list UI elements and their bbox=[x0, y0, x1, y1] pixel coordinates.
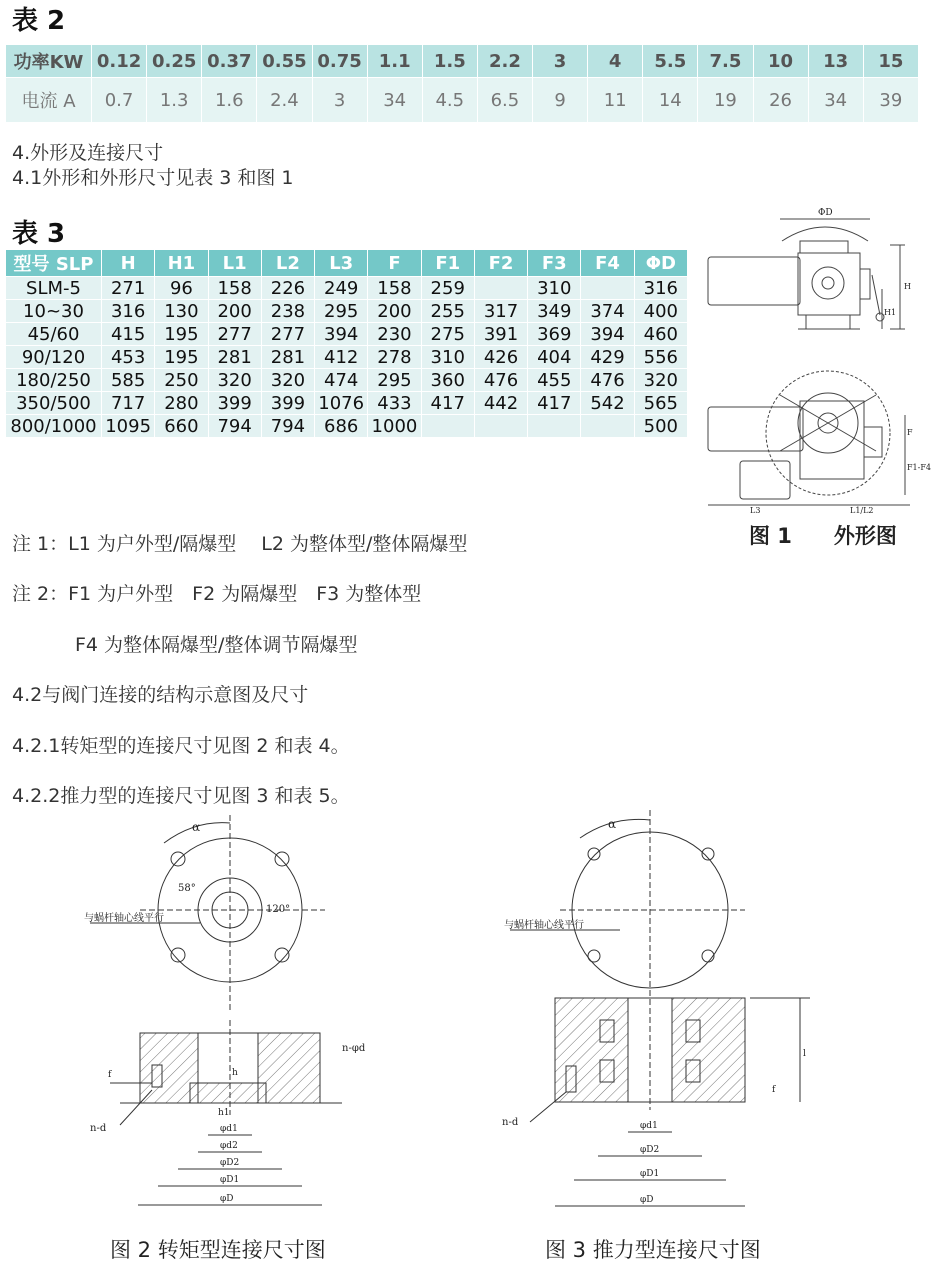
section-4-1: 4.1外形和外形尺寸见表 3 和图 1 bbox=[12, 167, 294, 189]
fig1-F-label: F bbox=[907, 428, 913, 437]
table3-header-cell: L2 bbox=[261, 250, 314, 277]
table3-cell: 794 bbox=[261, 415, 314, 438]
table3-cell bbox=[581, 277, 634, 300]
table3-header-cell: F1 bbox=[421, 250, 474, 277]
table3-cell: 542 bbox=[581, 392, 634, 415]
table3-cell: 158 bbox=[208, 277, 261, 300]
table2-cell: 5.5 bbox=[643, 45, 698, 78]
figure3-caption: 图 3 推力型连接尺寸图 bbox=[545, 1238, 761, 1262]
fig3-alpha-label: α bbox=[608, 817, 617, 831]
fig2-nd-label: n-d bbox=[90, 1123, 107, 1134]
table3-cell: 565 bbox=[634, 392, 687, 415]
section-4-2: 4.2与阀门连接的结构示意图及尺寸 bbox=[12, 684, 309, 706]
table2-cell: 1.3 bbox=[147, 78, 202, 123]
table2-cell: 7.5 bbox=[698, 45, 753, 78]
table2-cell: 2.2 bbox=[477, 45, 532, 78]
table2-cell: 26 bbox=[753, 78, 808, 123]
table3-cell: 281 bbox=[261, 346, 314, 369]
fig3-d1-label: φd1 bbox=[640, 1121, 658, 1131]
table3-heading: 表 3 bbox=[12, 219, 66, 249]
table3-cell: 399 bbox=[261, 392, 314, 415]
fig2-d2-label: φd2 bbox=[220, 1141, 238, 1151]
fig1-H-label: H bbox=[904, 282, 911, 291]
table3-cell: 249 bbox=[315, 277, 368, 300]
fig2-f-label: f bbox=[108, 1070, 112, 1080]
fig2-D-label: φD bbox=[220, 1194, 234, 1204]
table3-cell: 349 bbox=[528, 300, 581, 323]
table2 bbox=[5, 44, 919, 123]
fig2-D2-label: φD2 bbox=[220, 1158, 240, 1168]
table3-row bbox=[6, 415, 688, 438]
table2-cell: 34 bbox=[808, 78, 863, 123]
table3-cell: 278 bbox=[368, 346, 421, 369]
fig2-parallel-label: 与蜗杆轴心线平行 bbox=[84, 913, 164, 924]
table2-cell: 3 bbox=[312, 78, 367, 123]
table3-cell: 271 bbox=[102, 277, 155, 300]
table3-cell bbox=[528, 415, 581, 438]
table3-cell bbox=[581, 415, 634, 438]
fig2-alpha-label: α bbox=[192, 820, 201, 834]
fig1-phiD-label: ΦD bbox=[818, 208, 833, 218]
table3-row bbox=[6, 323, 688, 346]
note-1: 注 1：L1 为户外型/隔爆型 L2 为整体型/整体隔爆型 bbox=[12, 533, 468, 555]
table2-cell: 39 bbox=[863, 78, 918, 123]
table3-cell: 158 bbox=[368, 277, 421, 300]
section-4-2-1: 4.2.1转矩型的连接尺寸见图 2 和表 4。 bbox=[12, 735, 350, 757]
table3-header-cell: L1 bbox=[208, 250, 261, 277]
table3-cell: 200 bbox=[208, 300, 261, 323]
table2-cell: 4 bbox=[588, 45, 643, 78]
table2-cell: 1.6 bbox=[202, 78, 257, 123]
fig1-L3-label: L3 bbox=[750, 506, 761, 515]
table2-cell: 0.37 bbox=[202, 45, 257, 78]
figure3-thrust-drawing bbox=[500, 810, 830, 1220]
table3-cell: 200 bbox=[368, 300, 421, 323]
table3-cell: 369 bbox=[528, 323, 581, 346]
table3-cell: 316 bbox=[102, 300, 155, 323]
table3-cell: 230 bbox=[368, 323, 421, 346]
table3-cell: 195 bbox=[155, 323, 208, 346]
figure2-caption: 图 2 转矩型连接尺寸图 bbox=[110, 1238, 326, 1262]
table3-cell: 350/500 bbox=[6, 392, 102, 415]
table3-cell bbox=[474, 415, 527, 438]
table3-cell: 195 bbox=[155, 346, 208, 369]
figure2-torque-drawing bbox=[80, 815, 400, 1220]
note-2-cont: F4 为整体隔爆型/整体调节隔爆型 bbox=[75, 634, 358, 656]
table3-cell: 10~30 bbox=[6, 300, 102, 323]
table3-header-row bbox=[6, 250, 688, 277]
table2-cell: 3 bbox=[533, 45, 588, 78]
table2-current-row bbox=[6, 78, 919, 123]
fig3-nd-label: n-d bbox=[502, 1117, 519, 1128]
table2-cell: 1.1 bbox=[367, 45, 422, 78]
fig2-h1-label: h1 bbox=[218, 1108, 230, 1118]
table3-cell bbox=[474, 277, 527, 300]
table3-cell bbox=[421, 415, 474, 438]
table2-cell: 14 bbox=[643, 78, 698, 123]
table3-cell: 310 bbox=[528, 277, 581, 300]
fig3-D2-label: φD2 bbox=[640, 1145, 660, 1155]
table3-cell: 295 bbox=[315, 300, 368, 323]
table3-row bbox=[6, 300, 688, 323]
fig2-120-label: 120° bbox=[266, 904, 291, 915]
table2-cell: 0.25 bbox=[147, 45, 202, 78]
table3-cell: 394 bbox=[315, 323, 368, 346]
table2-power-row bbox=[6, 45, 919, 78]
table3-row bbox=[6, 346, 688, 369]
table3-cell: 259 bbox=[421, 277, 474, 300]
table3-header-cell: 型号 SLP bbox=[6, 250, 102, 277]
table2-cell: 10 bbox=[753, 45, 808, 78]
fig2-h-label: h bbox=[232, 1068, 238, 1078]
table3-cell: 433 bbox=[368, 392, 421, 415]
fig3-f-label: f bbox=[772, 1085, 776, 1095]
table3-cell: 415 bbox=[102, 323, 155, 346]
table3-header-cell: H bbox=[102, 250, 155, 277]
table2-cell: 0.55 bbox=[257, 45, 312, 78]
table3-cell: 660 bbox=[155, 415, 208, 438]
table3-cell: 238 bbox=[261, 300, 314, 323]
fig3-parallel-label: 与蜗杆轴心线平行 bbox=[504, 920, 584, 931]
table3-cell: 442 bbox=[474, 392, 527, 415]
table3-header-cell: F2 bbox=[474, 250, 527, 277]
table3-cell: 320 bbox=[208, 369, 261, 392]
fig3-D1-label: φD1 bbox=[640, 1169, 660, 1179]
table3-header-cell: F3 bbox=[528, 250, 581, 277]
table3-cell: 556 bbox=[634, 346, 687, 369]
table3-cell: 394 bbox=[581, 323, 634, 346]
table3-cell: 250 bbox=[155, 369, 208, 392]
table3-cell: 476 bbox=[474, 369, 527, 392]
table3-cell: 96 bbox=[155, 277, 208, 300]
table2-cell: 19 bbox=[698, 78, 753, 123]
table3-cell: 277 bbox=[261, 323, 314, 346]
table3-cell: 717 bbox=[102, 392, 155, 415]
table3-cell: 429 bbox=[581, 346, 634, 369]
table2-cell: 9 bbox=[533, 78, 588, 123]
table3-cell: 1000 bbox=[368, 415, 421, 438]
table3-cell: 180/250 bbox=[6, 369, 102, 392]
table3-row bbox=[6, 369, 688, 392]
table3-cell: 316 bbox=[634, 277, 687, 300]
table2-cell: 11 bbox=[588, 78, 643, 123]
table3-cell: 320 bbox=[634, 369, 687, 392]
fig2-nphid-label: n-φd bbox=[342, 1043, 366, 1054]
table3-row bbox=[6, 392, 688, 415]
table3-cell: 130 bbox=[155, 300, 208, 323]
fig1-F1F4-label: F1-F4 bbox=[907, 463, 931, 472]
table3-cell: 1076 bbox=[315, 392, 368, 415]
table2-cell: 4.5 bbox=[422, 78, 477, 123]
table3-row bbox=[6, 277, 688, 300]
table3-cell: 417 bbox=[421, 392, 474, 415]
table3-cell: 295 bbox=[368, 369, 421, 392]
table3-cell: 460 bbox=[634, 323, 687, 346]
section-4: 4.外形及连接尺寸 bbox=[12, 142, 164, 164]
table3-cell: 404 bbox=[528, 346, 581, 369]
table2-cell: 0.7 bbox=[92, 78, 147, 123]
fig3-D-label: φD bbox=[640, 1195, 654, 1205]
table3-cell: 474 bbox=[315, 369, 368, 392]
fig2-d1-label: φd1 bbox=[220, 1124, 238, 1134]
table3 bbox=[5, 249, 688, 438]
table3-cell: 476 bbox=[581, 369, 634, 392]
table3-cell: 275 bbox=[421, 323, 474, 346]
table2-current-label: 电流 A bbox=[6, 78, 92, 123]
table3-cell: 400 bbox=[634, 300, 687, 323]
table2-cell: 6.5 bbox=[477, 78, 532, 123]
table3-header-cell: L3 bbox=[315, 250, 368, 277]
table2-cell: 0.75 bbox=[312, 45, 367, 78]
table3-cell: 794 bbox=[208, 415, 261, 438]
table3-cell: 90/120 bbox=[6, 346, 102, 369]
table3-cell: 585 bbox=[102, 369, 155, 392]
table3-cell: 277 bbox=[208, 323, 261, 346]
table3-cell: 455 bbox=[528, 369, 581, 392]
table3-cell: 412 bbox=[315, 346, 368, 369]
table3-cell: 320 bbox=[261, 369, 314, 392]
table3-cell: 281 bbox=[208, 346, 261, 369]
fig1-H1-label: H1 bbox=[884, 308, 897, 317]
fig2-58-label: 58° bbox=[178, 883, 196, 894]
table3-cell: 399 bbox=[208, 392, 261, 415]
table3-cell: SLM-5 bbox=[6, 277, 102, 300]
fig3-l-label: l bbox=[803, 1049, 806, 1059]
table2-cell: 34 bbox=[367, 78, 422, 123]
table3-cell: 45/60 bbox=[6, 323, 102, 346]
table3-cell: 310 bbox=[421, 346, 474, 369]
note-2: 注 2：F1 为户外型 F2 为隔爆型 F3 为整体型 bbox=[12, 583, 422, 605]
table2-cell: 15 bbox=[863, 45, 918, 78]
table3-cell: 374 bbox=[581, 300, 634, 323]
table3-cell: 800/1000 bbox=[6, 415, 102, 438]
fig1-L1L2-label: L1/L2 bbox=[850, 506, 874, 515]
table3-cell: 226 bbox=[261, 277, 314, 300]
table3-cell: 255 bbox=[421, 300, 474, 323]
table2-cell: 1.5 bbox=[422, 45, 477, 78]
section-4-2-2: 4.2.2推力型的连接尺寸见图 3 和表 5。 bbox=[12, 785, 350, 807]
table3-cell: 417 bbox=[528, 392, 581, 415]
table3-cell: 426 bbox=[474, 346, 527, 369]
table3-header-cell: F4 bbox=[581, 250, 634, 277]
figure1-caption: 图 1 外形图 bbox=[749, 524, 897, 548]
table2-cell: 13 bbox=[808, 45, 863, 78]
table3-cell: 317 bbox=[474, 300, 527, 323]
table3-cell: 391 bbox=[474, 323, 527, 346]
table3-cell: 360 bbox=[421, 369, 474, 392]
table3-header-cell: ΦD bbox=[634, 250, 687, 277]
table2-cell: 2.4 bbox=[257, 78, 312, 123]
table2-cell: 0.12 bbox=[92, 45, 147, 78]
table2-power-label: 功率KW bbox=[6, 45, 92, 78]
table3-cell: 686 bbox=[315, 415, 368, 438]
table2-heading: 表 2 bbox=[12, 6, 66, 36]
table3-cell: 1095 bbox=[102, 415, 155, 438]
table3-header-cell: H1 bbox=[155, 250, 208, 277]
table3-cell: 280 bbox=[155, 392, 208, 415]
table3-cell: 500 bbox=[634, 415, 687, 438]
table3-header-cell: F bbox=[368, 250, 421, 277]
fig2-D1-label: φD1 bbox=[220, 1175, 240, 1185]
table3-cell: 453 bbox=[102, 346, 155, 369]
figure1-outline-drawing bbox=[700, 205, 940, 520]
